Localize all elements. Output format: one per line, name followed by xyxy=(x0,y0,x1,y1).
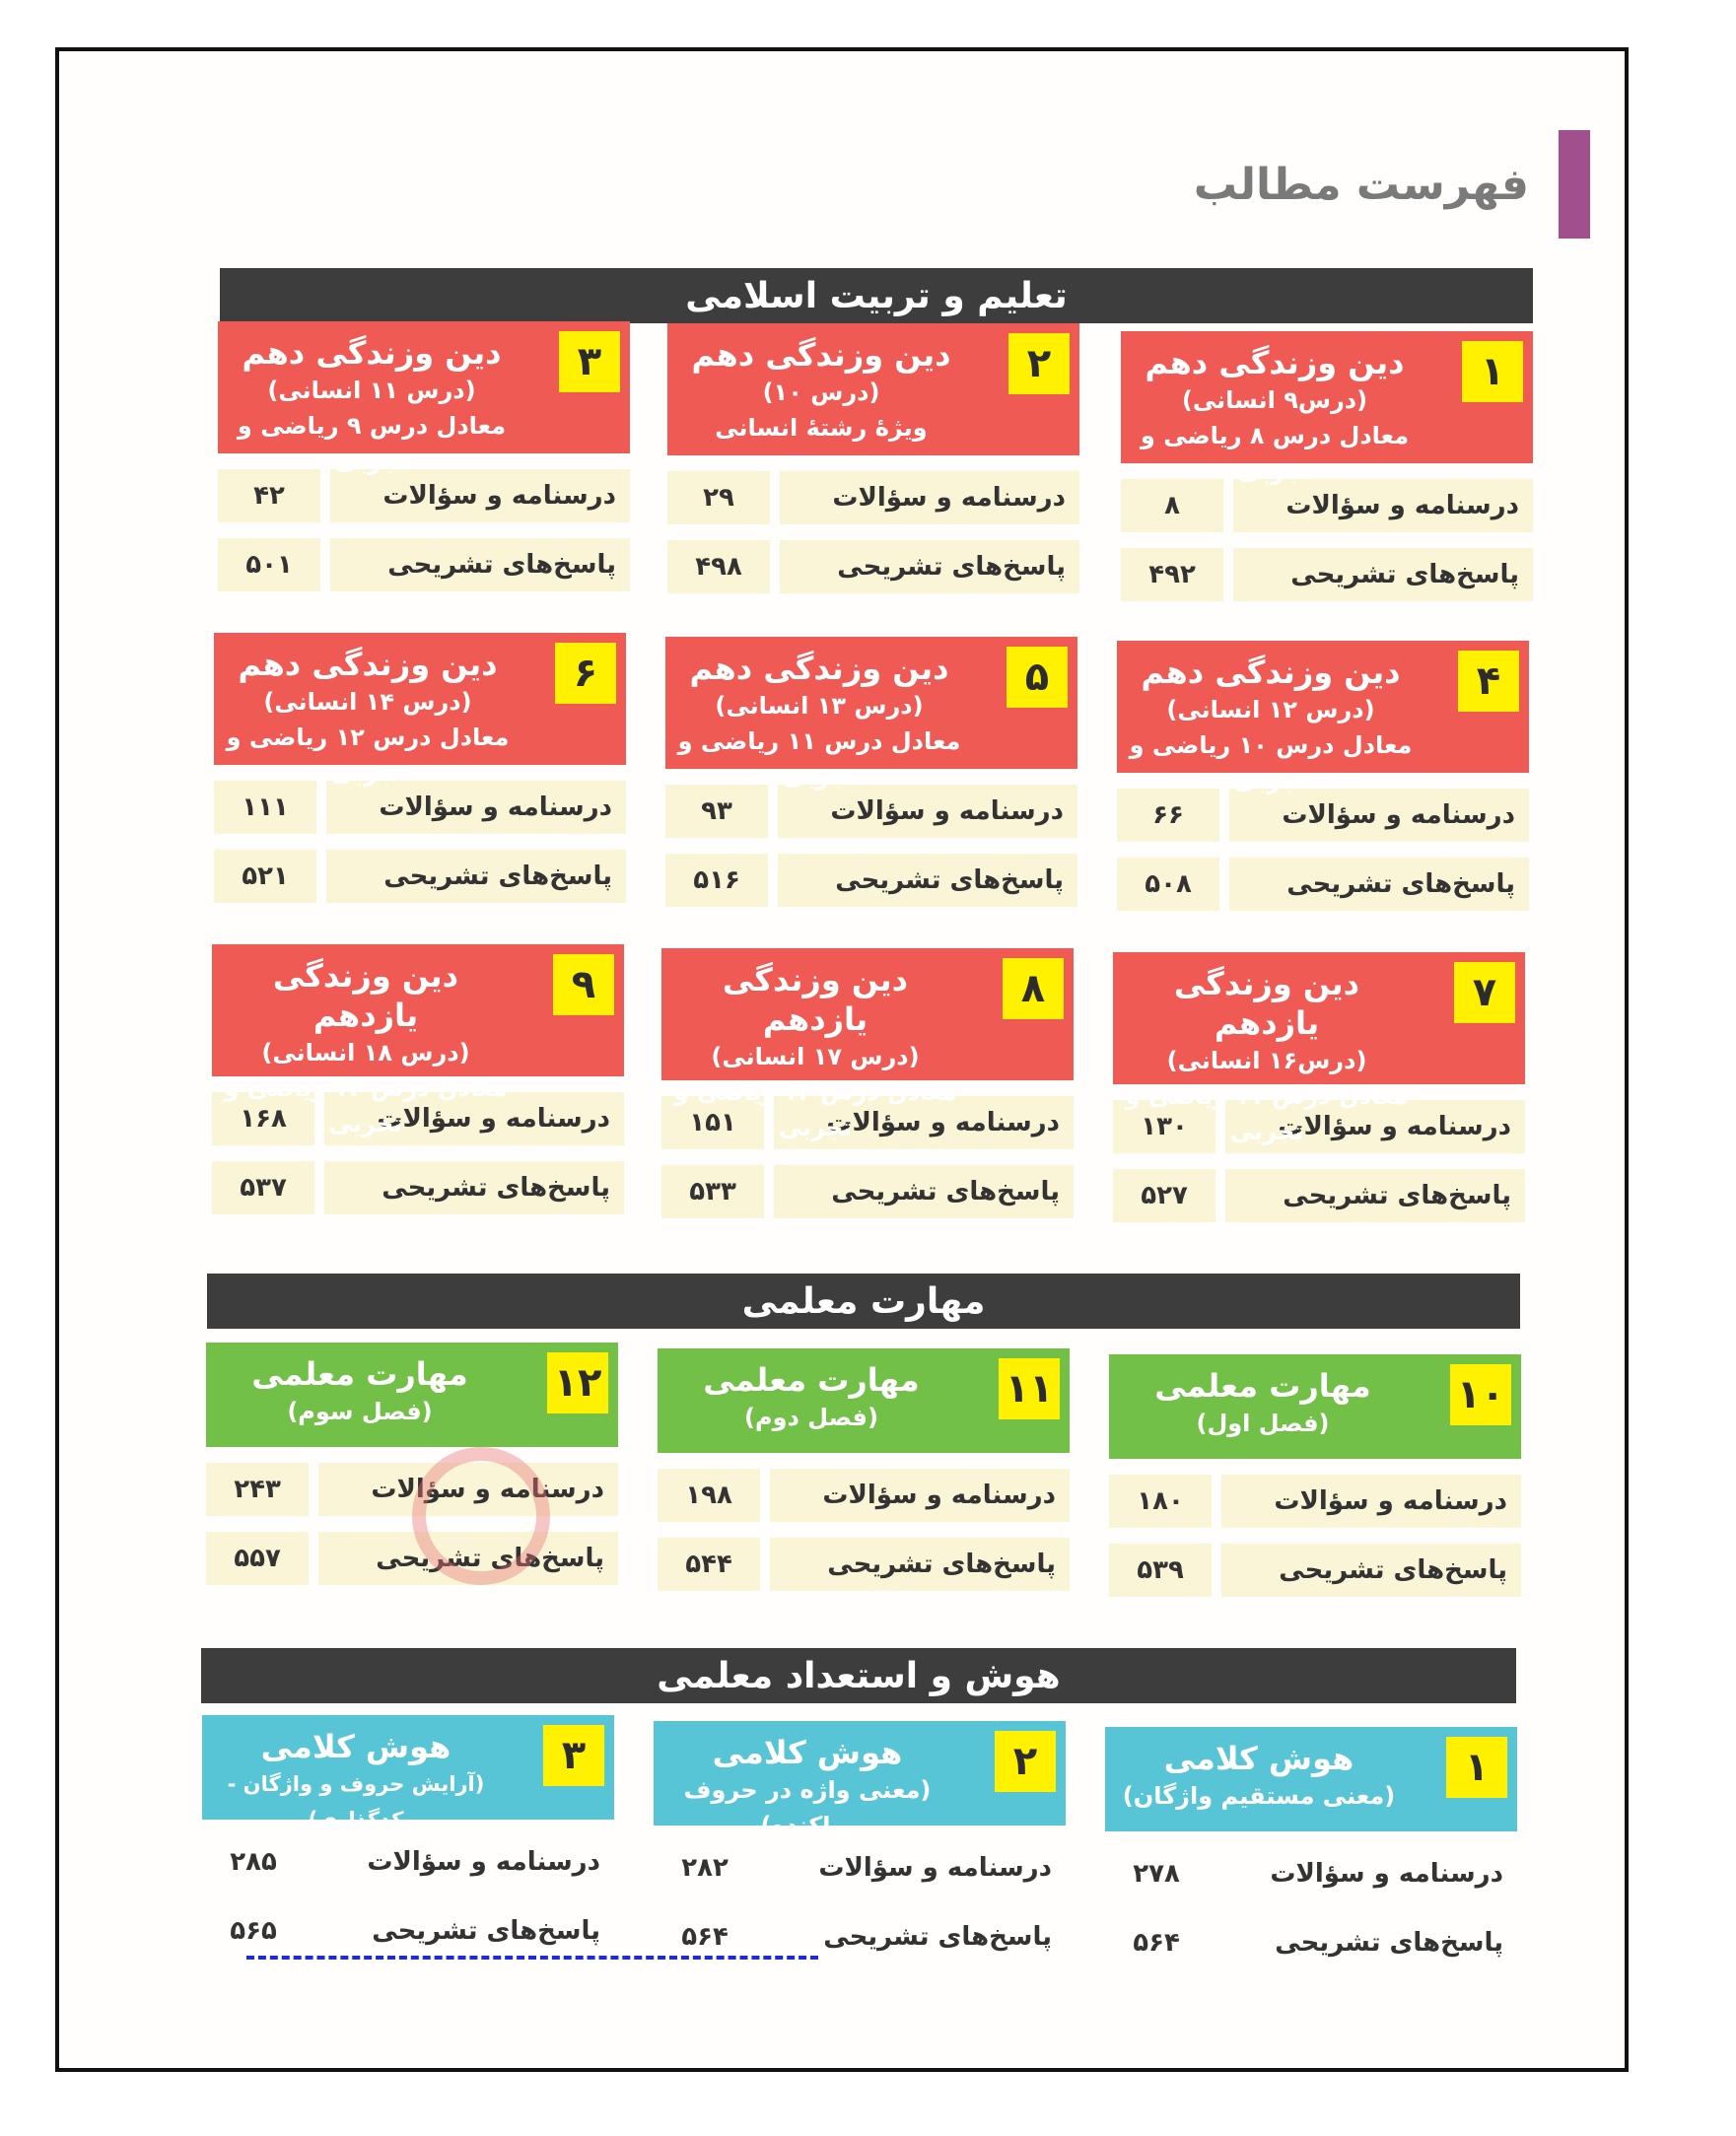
toc-card-intelligence-3[interactable] xyxy=(202,1715,614,1958)
card-header xyxy=(667,323,1079,455)
answers-row[interactable] xyxy=(665,854,1077,907)
lesson-row-label: درسنامه و سؤالات xyxy=(324,1092,624,1145)
card-subtitle: (فصل اول) xyxy=(1196,1410,1330,1437)
card-header xyxy=(654,1721,1066,1839)
card-subtitle-equivalent: معادل درس ۱۱ ریاضی و تجربی xyxy=(677,727,961,791)
chapter-number-badge: ۱ xyxy=(1462,341,1523,402)
card-title: دین وزندگی دهم xyxy=(1141,654,1401,691)
card-subtitle-equivalent: ویژۀ رشتۀ انسانی xyxy=(715,414,928,442)
answers-row-label: پاسخ‌های تشریحی xyxy=(780,540,1079,593)
section-header-intelligence: هوش و استعداد معلمی xyxy=(201,1648,1516,1703)
lesson-row[interactable] xyxy=(1105,1847,1517,1900)
answers-row-label: پاسخ‌های تشریحی xyxy=(324,1161,624,1214)
answers-page-number: ۴۹۸ xyxy=(667,540,770,593)
card-title: دین وزندگی دهم xyxy=(238,646,498,683)
lesson-row[interactable] xyxy=(658,1469,1070,1522)
answers-page-number: ۵۳۷ xyxy=(212,1161,314,1214)
answers-row-label: پاسخ‌های تشریحی xyxy=(1229,858,1529,911)
chapter-number-badge: ۸ xyxy=(1003,958,1064,1019)
lesson-row-label: درسنامه و سؤالات xyxy=(367,1847,600,1877)
answers-page-number: ۵۵۷ xyxy=(206,1532,309,1585)
toc-card-religion-1[interactable] xyxy=(1121,331,1533,601)
answers-page-number: ۴۹۲ xyxy=(1121,548,1223,601)
answers-row[interactable] xyxy=(212,1161,624,1214)
answers-page-number: ۵۰۱ xyxy=(218,538,320,591)
title-accent-bar xyxy=(1559,130,1590,239)
lesson-page-number: ۸ xyxy=(1121,479,1223,532)
card-subtitle: (درس ۱۲ انسانی) xyxy=(1166,696,1375,723)
card-subtitle-equivalent: معادل درس ۱۲ ریاضی و تجربی xyxy=(673,1078,957,1141)
answers-row[interactable] xyxy=(1113,1169,1525,1222)
chapter-number-badge: ۵ xyxy=(1007,647,1068,708)
lesson-row-label: درسنامه و سؤالات xyxy=(326,781,626,834)
card-subtitle: (درس ۱۰) xyxy=(762,379,880,406)
card-subtitle-equivalent: معادل درس ۸ ریاضی و تجربی xyxy=(1140,422,1410,485)
card-header xyxy=(658,1348,1070,1453)
card-header xyxy=(1121,331,1533,485)
toc-card-religion-2[interactable] xyxy=(667,323,1079,593)
card-subtitle: (درس ۱۱ انسانی) xyxy=(267,377,476,404)
answers-page-number: ۵۶۵ xyxy=(230,1916,277,1946)
chapter-number-badge: ۱۰ xyxy=(1450,1364,1511,1425)
answers-row[interactable] xyxy=(1121,548,1533,601)
toc-card-religion-4[interactable] xyxy=(1117,641,1529,911)
answers-page-number: ۵۳۳ xyxy=(661,1165,764,1218)
lesson-row-label: درسنامه و سؤالات xyxy=(1225,1100,1525,1153)
card-header xyxy=(206,1343,618,1447)
card-header xyxy=(1109,1354,1521,1459)
card-subtitle: (معنی واژه در حروف پراکنده) xyxy=(683,1776,932,1839)
card-header xyxy=(665,637,1077,791)
answers-row[interactable] xyxy=(661,1165,1074,1218)
answers-row[interactable] xyxy=(1105,1916,1517,1969)
lesson-row[interactable] xyxy=(654,1841,1066,1895)
lesson-row-label: درسنامه و سؤالات xyxy=(818,1853,1052,1883)
card-subtitle-equivalent: معادل درس ۱۲ ریاضی و تجربی xyxy=(226,723,510,787)
card-title: دین وزندگی دهم xyxy=(689,650,949,687)
answers-row[interactable] xyxy=(206,1532,618,1585)
card-title: هوش کلامی xyxy=(260,1728,451,1765)
lesson-row-label: درسنامه و سؤالات xyxy=(318,1463,618,1516)
lesson-row-label: درسنامه و سؤالات xyxy=(1229,789,1529,842)
lesson-page-number: ۱۱۱ xyxy=(214,781,316,834)
lesson-page-number: ۲۸۵ xyxy=(230,1847,277,1877)
chapter-number-badge: ۲ xyxy=(995,1731,1056,1792)
chapter-number-badge: ۱۲ xyxy=(547,1352,608,1413)
page-title-block xyxy=(1194,130,1590,239)
answers-row-label: پاسخ‌های تشریحی xyxy=(372,1916,600,1946)
section-header-religion: تعلیم و تربیت اسلامی xyxy=(220,268,1533,323)
toc-card-religion-3[interactable] xyxy=(218,321,630,591)
card-header xyxy=(1117,641,1529,794)
card-subtitle: (درس ۱۴ انسانی) xyxy=(263,688,472,716)
answers-row-label: پاسخ‌های تشریحی xyxy=(770,1538,1070,1591)
toc-card-teaching-10[interactable] xyxy=(1109,1354,1521,1597)
chapter-number-badge: ۷ xyxy=(1454,962,1515,1023)
toc-card-religion-6[interactable] xyxy=(214,633,626,903)
answers-page-number: ۵۲۷ xyxy=(1113,1169,1215,1222)
card-subtitle-equivalent: معادل درس ۹ ریاضی و تجربی xyxy=(237,412,507,475)
card-subtitle: (آرایش حروف و واژگان - کدگذاری) xyxy=(227,1772,485,1831)
card-title: دین وزندگی دهم xyxy=(1145,344,1405,381)
answers-page-number: ۵۶۴ xyxy=(1133,1928,1180,1958)
chapter-number-badge: ۶ xyxy=(555,643,616,704)
answers-row-label: پاسخ‌های تشریحی xyxy=(1275,1928,1503,1958)
watermark-at-sign xyxy=(412,1447,550,1585)
lesson-row-label: درسنامه و سؤالات xyxy=(770,1469,1070,1522)
answers-page-number: ۵۳۹ xyxy=(1109,1544,1212,1597)
toc-card-teaching-12[interactable] xyxy=(206,1343,618,1585)
lesson-row-label: درسنامه و سؤالات xyxy=(1221,1475,1521,1528)
answers-page-number: ۵۴۴ xyxy=(658,1538,760,1591)
card-title: مهارت معلمی xyxy=(703,1361,920,1399)
toc-card-intelligence-1[interactable] xyxy=(1105,1727,1517,1969)
lesson-page-number: ۲۸۲ xyxy=(681,1853,729,1883)
answers-row[interactable] xyxy=(667,540,1079,593)
card-subtitle: (درس ۱۸ انسانی) xyxy=(261,1039,470,1067)
lesson-row-label: درسنامه و سؤالات xyxy=(780,471,1079,524)
card-title: دین وزندگی یازدهم xyxy=(1173,965,1360,1042)
card-subtitle: (درس۱۶ انسانی) xyxy=(1166,1047,1367,1074)
answers-row[interactable] xyxy=(1109,1544,1521,1597)
chapter-number-badge: ۴ xyxy=(1458,651,1519,712)
answers-row[interactable] xyxy=(218,538,630,591)
lesson-page-number: ۹۳ xyxy=(665,785,768,838)
card-subtitle-equivalent: معادل درس ۱۱ ریاضی و تجربی xyxy=(1125,1082,1409,1145)
answers-row[interactable] xyxy=(1117,858,1529,911)
card-header xyxy=(202,1715,614,1831)
chapter-number-badge: ۹ xyxy=(553,954,614,1015)
section-header-teaching-skill: مهارت معلمی xyxy=(207,1274,1520,1329)
answers-page-number: ۵۱۶ xyxy=(665,854,768,907)
card-title: دین وزندگی یازدهم xyxy=(722,961,909,1038)
answers-page-number: ۵۶۴ xyxy=(681,1922,729,1952)
card-subtitle: (درس۹ انسانی) xyxy=(1181,386,1368,414)
lesson-row-label: درسنامه و سؤالات xyxy=(774,1096,1074,1149)
card-subtitle: (درس ۱۳ انسانی) xyxy=(715,692,924,720)
answers-row[interactable] xyxy=(214,850,626,903)
answers-row-label: پاسخ‌های تشریحی xyxy=(1233,548,1533,601)
lesson-page-number: ۱۳۰ xyxy=(1113,1100,1215,1153)
lesson-page-number: ۲۹ xyxy=(667,471,770,524)
lesson-row-label: درسنامه و سؤالات xyxy=(1270,1859,1503,1889)
lesson-page-number: ۱۵۱ xyxy=(661,1096,764,1149)
chapter-number-badge: ۱ xyxy=(1446,1737,1507,1798)
card-title: دین وزندگی دهم xyxy=(242,334,502,372)
lesson-page-number: ۱۹۸ xyxy=(658,1469,760,1522)
answers-row-label: پاسخ‌های تشریحی xyxy=(330,538,630,591)
card-subtitle-equivalent: معادل درس ۱۰ ریاضی و تجربی xyxy=(1129,731,1413,794)
lesson-row[interactable] xyxy=(1109,1475,1521,1528)
card-title: مهارت معلمی xyxy=(1154,1367,1371,1405)
card-title: هوش کلامی xyxy=(712,1734,903,1771)
lesson-row-label: درسنامه و سؤالات xyxy=(330,469,630,522)
toc-card-religion-8[interactable] xyxy=(661,948,1074,1218)
answers-page-number: ۵۰۸ xyxy=(1117,858,1219,911)
card-title: مهارت معلمی xyxy=(251,1355,468,1393)
lesson-page-number: ۲۴۳ xyxy=(206,1463,309,1516)
lesson-page-number: ۱۶۸ xyxy=(212,1092,314,1145)
lesson-row-label: درسنامه و سؤالات xyxy=(1233,479,1533,532)
lesson-page-number: ۶۶ xyxy=(1117,789,1219,842)
card-subtitle: (درس ۱۷ انسانی) xyxy=(711,1043,920,1070)
answers-row[interactable] xyxy=(658,1538,1070,1591)
chapter-number-badge: ۳ xyxy=(543,1725,604,1786)
answers-row-label: پاسخ‌های تشریحی xyxy=(823,1922,1052,1952)
answers-row-label: پاسخ‌های تشریحی xyxy=(774,1165,1074,1218)
lesson-page-number: ۲۷۸ xyxy=(1133,1859,1180,1889)
lesson-row[interactable] xyxy=(667,471,1079,524)
lesson-row-label: درسنامه و سؤالات xyxy=(778,785,1077,838)
answers-row-label: پاسخ‌های تشریحی xyxy=(778,854,1077,907)
toc-card-teaching-11[interactable] xyxy=(658,1348,1070,1591)
toc-card-religion-7[interactable] xyxy=(1113,952,1525,1222)
toc-card-religion-5[interactable] xyxy=(665,637,1077,907)
answers-row-label: پاسخ‌های تشریحی xyxy=(318,1532,618,1585)
lesson-page-number: ۱۸۰ xyxy=(1109,1475,1212,1528)
card-header xyxy=(214,633,626,787)
chapter-number-badge: ۱۱ xyxy=(999,1358,1060,1419)
toc-card-intelligence-2[interactable] xyxy=(654,1721,1066,1964)
chapter-number-badge: ۳ xyxy=(559,331,620,392)
toc-card-religion-9[interactable] xyxy=(212,944,624,1214)
answers-row-label: پاسخ‌های تشریحی xyxy=(1221,1544,1521,1597)
card-title: هوش کلامی xyxy=(1163,1740,1354,1777)
card-header xyxy=(1105,1727,1517,1831)
lesson-row[interactable] xyxy=(202,1835,614,1889)
lesson-page-number: ۴۲ xyxy=(218,469,320,522)
card-title: دین وزندگی یازدهم xyxy=(272,957,459,1034)
answers-row-label: پاسخ‌های تشریحی xyxy=(1225,1169,1525,1222)
card-subtitle: (فصل سوم) xyxy=(287,1398,433,1425)
blue-ink-scribble xyxy=(246,1944,818,1960)
page-title: فهرست مطالب xyxy=(1193,159,1529,210)
card-subtitle: (معنی مستقیم واژگان) xyxy=(1122,1782,1396,1810)
answers-page-number: ۵۲۱ xyxy=(214,850,316,903)
card-subtitle: (فصل دوم) xyxy=(744,1404,878,1431)
answers-row-label: پاسخ‌های تشریحی xyxy=(326,850,626,903)
card-subtitle-equivalent: معادل درس ۱۲ ریاضی و تجربی xyxy=(224,1074,508,1137)
card-header xyxy=(218,321,630,475)
card-title: دین وزندگی دهم xyxy=(691,336,951,374)
chapter-number-badge: ۲ xyxy=(1008,333,1070,394)
